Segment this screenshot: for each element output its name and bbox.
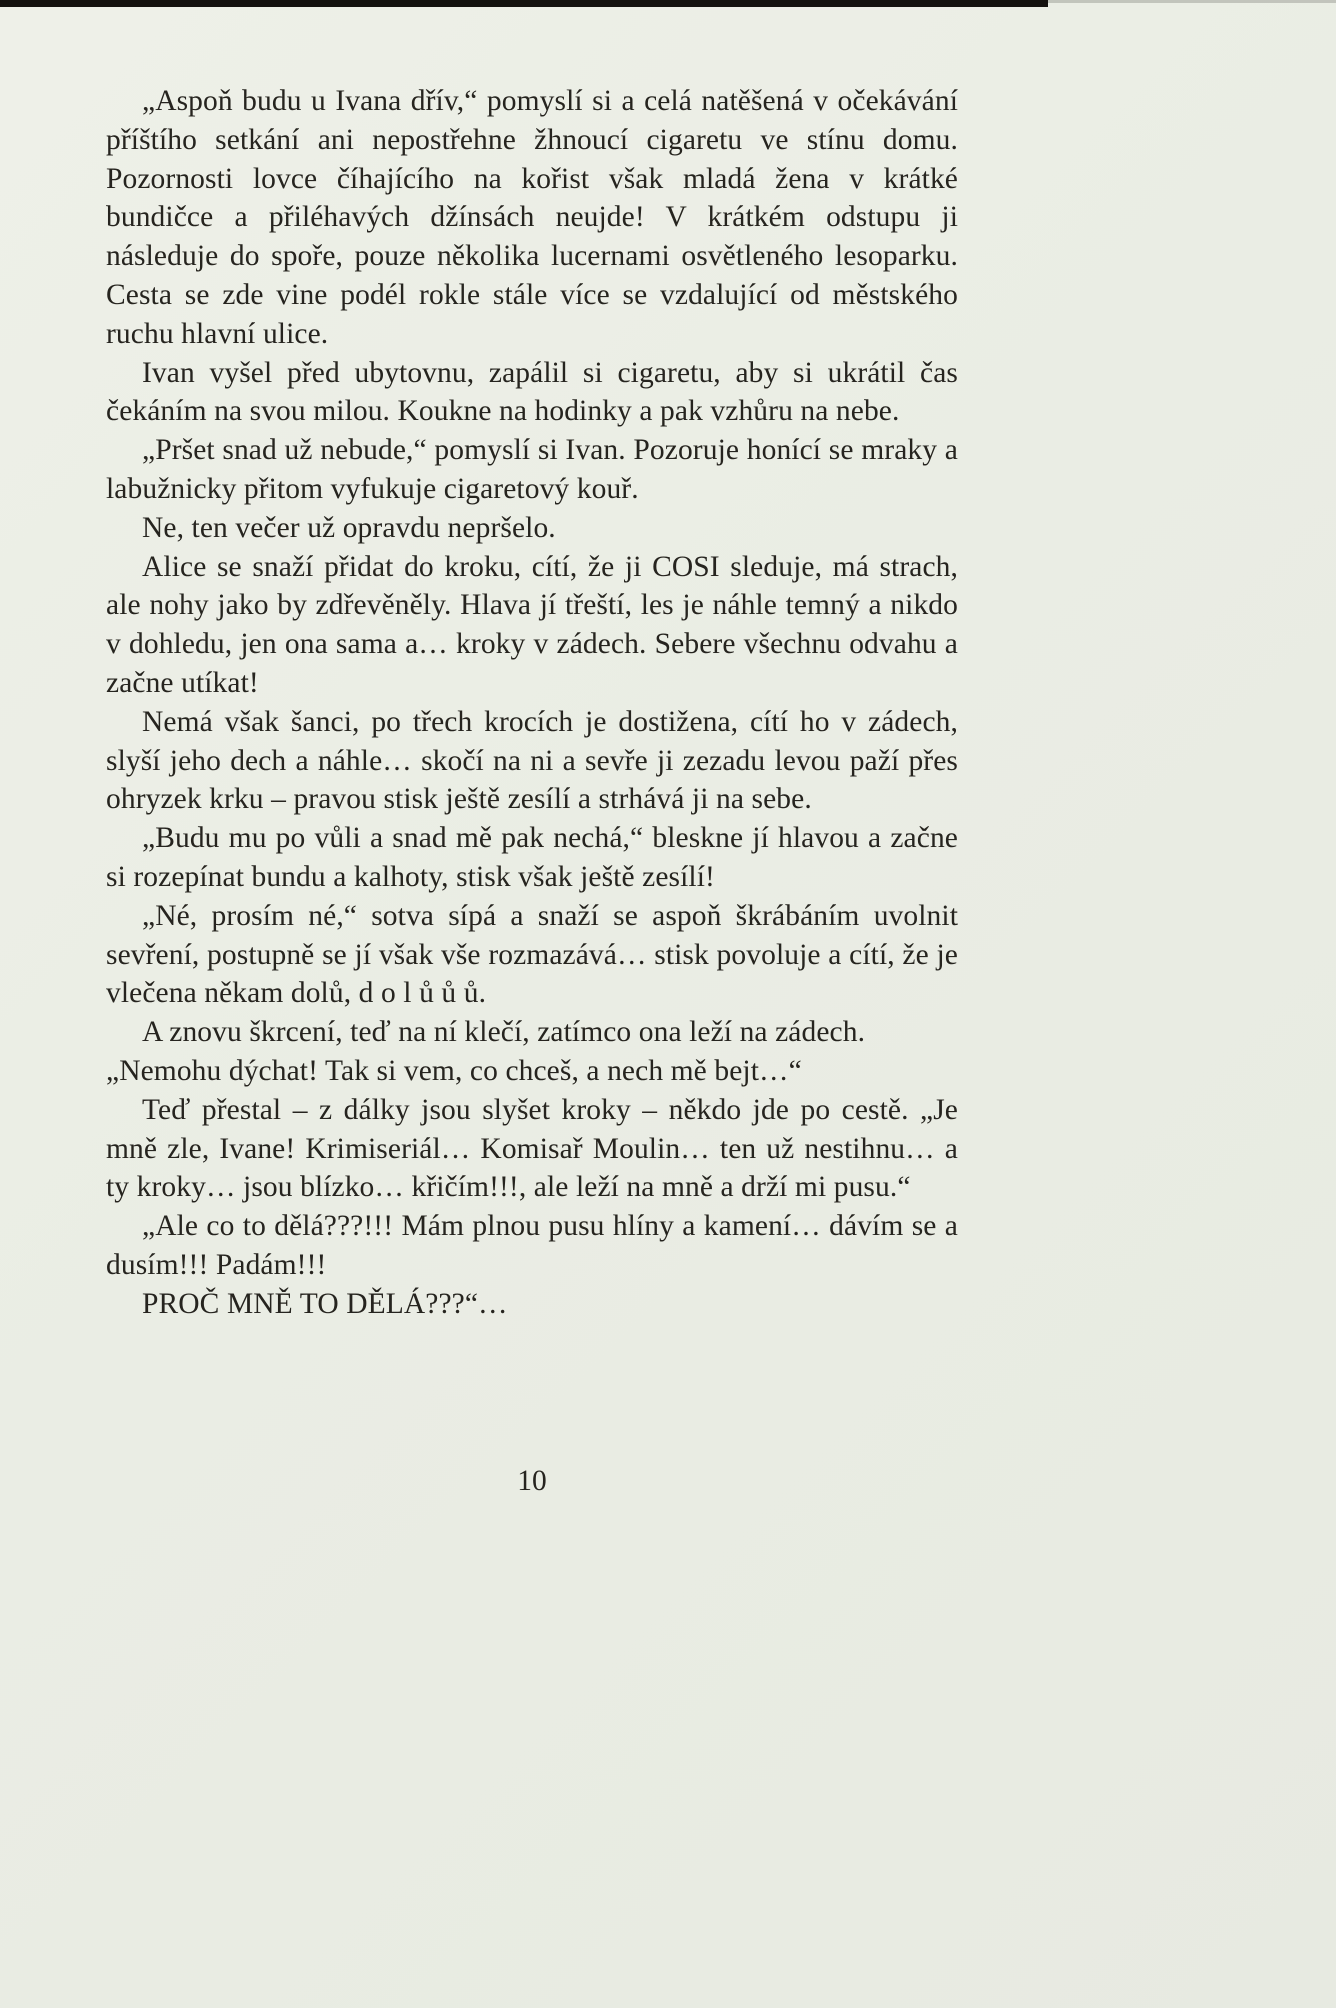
paragraph-12: „Ale co to dělá???!!! Mám plnou pusu hlíny a kamení… dávím se a dusím!!! Padám!!!: [106, 1210, 958, 1281]
paragraph-3: „Pršet snad už nebude,“ pomyslí si Ivan. Pozoruje honící se mraky a labužnicky přitom vyfukuje cigaretový kouř.: [106, 434, 958, 505]
paragraph-9: A znovu škrcení, teď na ní klečí, zatímco ona leží na zádech.: [142, 1016, 866, 1049]
paragraph-2: Ivan vyšel před ubytovnu, zapálil si cigaretu, aby si ukrátil čas čekáním na svou milou. Koukne na hodinky a pak vzhůru na nebe.: [106, 356, 958, 428]
paragraph-8: „Né, prosím né,“ sotva sípá a snaží se aspoň škrábáním uvolnit sevření, postupně se jí však vše rozmazává… stisk povoluje a cítí, že je vlečena někam dolů, d o l ů ů ů.: [106, 899, 958, 1010]
scan-edge-top-right: [1048, 0, 1336, 3]
paragraph-4: Ne, ten večer už opravdu nepršelo.: [142, 511, 556, 544]
text-block: [106, 82, 958, 1324]
paragraph-7: „Budu mu po vůli a snad mě pak nechá,“ bleskne jí hlavou a začne si rozepínat bundu a kalhoty, stisk však ještě zesílí!: [106, 822, 958, 893]
paragraph-6: Nemá však šanci, po třech krocích je dostižena, cítí ho v zádech, slyší jeho dech a náhle… skočí na ni a sevře ji zezadu levou paží přes ohryzek krku – pravou stisk ještě zesílí a strhává ji na sebe.: [106, 705, 958, 816]
paragraph-10: „Nemohu dýchat! Tak si vem, co chceš, a nech mě bejt…“: [106, 1054, 802, 1087]
paragraph-11: Teď přestal – z dálky jsou slyšet kroky – někdo jde po cestě. „Je mně zle, Ivane! Krimiseriál… Komisař Moulin… ten už nestihnu… a ty kroky… jsou blízko… křičím!!!, ale leží na mně a drží mi pusu.“: [106, 1093, 958, 1204]
scan-edge-top: [0, 0, 1048, 7]
paragraph-13: PROČ MNĚ TO DĚLÁ???“…: [142, 1287, 508, 1320]
page-number: 10: [517, 1465, 547, 1497]
paragraph-1: „Aspoň budu u Ivana dřív,“ pomyslí si a celá natěšená v očekávání příštího setkání ani nepostřehne žhnoucí cigaretu ve stínu domu. Pozornosti lovce číhajícího na kořist však mladá žena v krátké bundičce a přiléhavých džínsách neujde! V krátkém odstupu ji následuje do spoře, pouze několika lucernami osvětleného lesoparku. Cesta se zde vine podél rokle stále více se vzdalující od městského ruchu hlavní ulice.: [106, 85, 958, 350]
paragraph-5: Alice se snaží přidat do kroku, cítí, že ji COSI sleduje, má strach, ale nohy jako by zdřevěněly. Hlava jí třeští, les je náhle temný a nikdo v dohledu, jen ona sama a… kroky v zádech. Sebere všechnu odvahu a začne utíkat!: [106, 550, 958, 699]
